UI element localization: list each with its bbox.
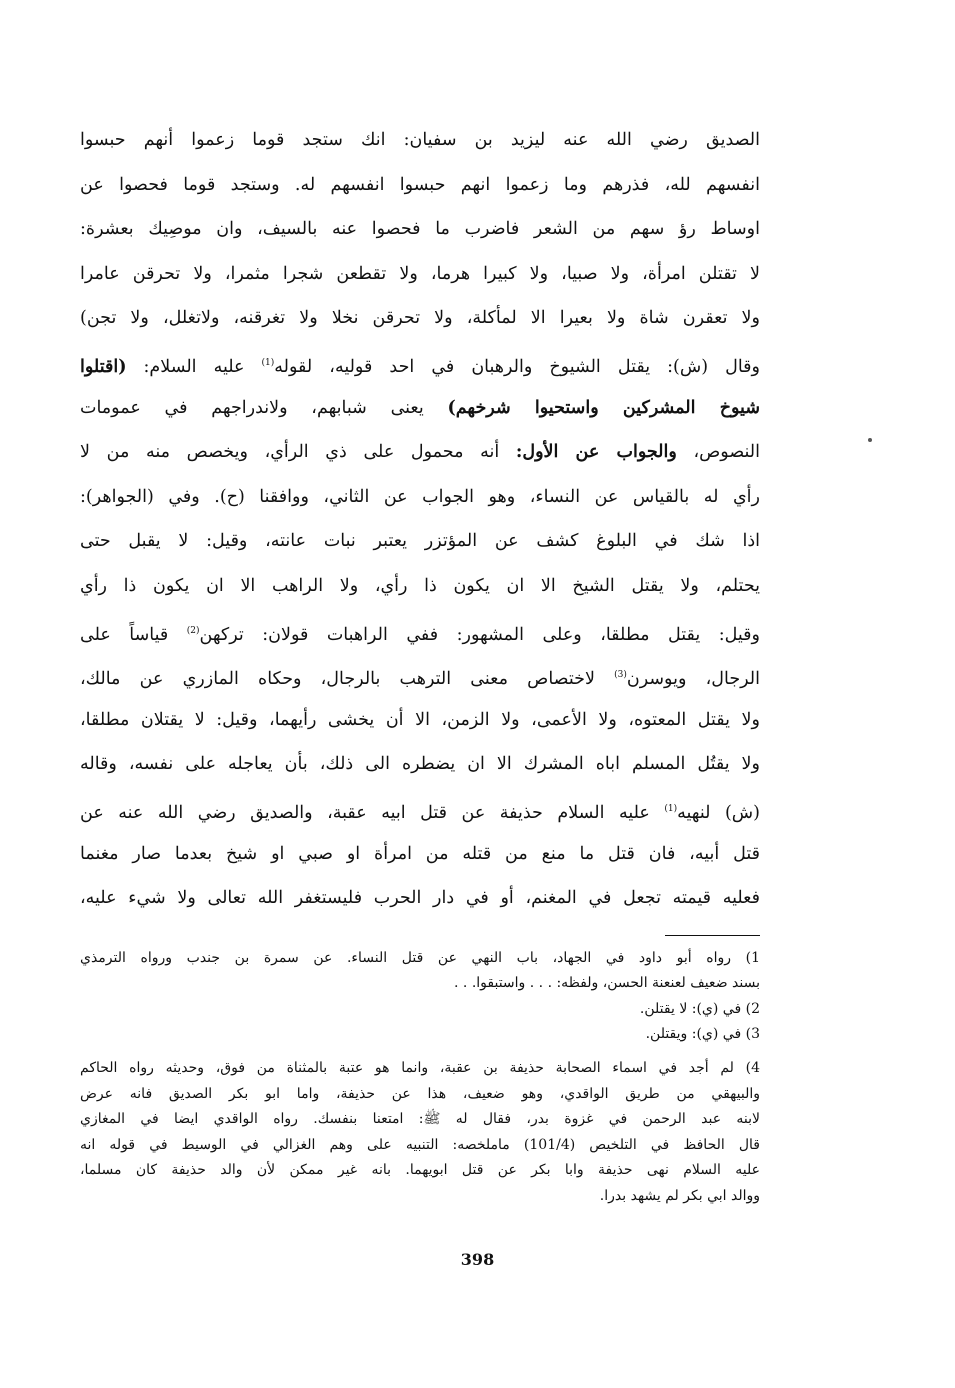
- footnote-line: ووالد ابي بكر لم يشهد بدرا.: [599, 1188, 760, 1205]
- body-line: [80, 341, 760, 386]
- text-run: أنه محمول على ذي الرأي، ويخصص منه من لا: [80, 442, 516, 463]
- body-line: [80, 876, 760, 921]
- bold-text: (اقتلوا: [80, 356, 127, 377]
- text-run: ولا يقتل المعتوه، ولا الأعمى، ولا الزمن، الا أن يخشى رأيهما، وقيل: لا يقتلان مطلقا،: [80, 709, 760, 730]
- text-run: عليه السلام حذيفة عن قتل ابيه عقبة، والصديق رضي الله عنه عن: [80, 802, 665, 823]
- footnote-marker: (2): [186, 625, 200, 636]
- text-run: يعنى شبابهم، ولاندراجهم في عمومات: [80, 397, 448, 418]
- body-line: [80, 564, 760, 609]
- text-run: الرجال، ويوسرن: [626, 668, 760, 689]
- page-content: [80, 118, 760, 1210]
- body-line: [80, 118, 760, 163]
- footnotes: [80, 946, 760, 1210]
- footnote-line: والبيهقي من طريق الواقدي، وهو ضعيف، هذا عن حذيفة، واما ابو بكر الصديق فانه عرض: [80, 1085, 760, 1102]
- footnote-line: 4) لم أجد في اسماء الصحابة حذيفة بن عقبة، وانما هو عتبة بالمثناة من فوق، وحديثه رواه الحاكم: [80, 1060, 760, 1077]
- body-line: [80, 832, 760, 877]
- text-run: لا تقتلن امرأة، ولا صبيا، ولا كبيرا هرما، ولا تقطعن شجرا مثمرا، ولا تحرقن عامرا: [80, 263, 760, 284]
- body-line: [80, 698, 760, 743]
- text-run: اذا شك في البلوغ كشف عن المؤتزر يعتبر نبات عانته، وقيل: لا يقبل حتى: [80, 531, 760, 552]
- page-number: 398: [460, 1250, 495, 1269]
- text-run: انفسهم لله، فذرهم وما زعموا انهم حبسوا انفسهم له. وستجد قوما فحصوا عن: [80, 174, 760, 195]
- footnote-line: 3) في (ي): ويقتلن.: [645, 1026, 760, 1043]
- footnote-line: 1) رواه أبو داود في الجهاد، باب النهي عن قتل النساء. عن سمرة بن جندب ورواه الترمذي: [80, 949, 760, 966]
- body-line: [80, 787, 760, 832]
- body-line: [80, 163, 760, 208]
- text-run: وقال (ش): يقتل الشيوخ والرهبان في احد قوليه، لقوله: [274, 356, 760, 377]
- scan-speck: [868, 438, 872, 442]
- body-line: [80, 386, 760, 431]
- text-run: ولا يقتُل المسلم اباه المشرك الا ان يضطره الى ذلك، بأن يعاجله على نفسه، وقاله: [80, 754, 760, 775]
- footnote-gap: [80, 1048, 760, 1056]
- text-run: قتل أبيه، فان قتل ما منع من قتله من امرأة او صبي او شيخ بعدما صار مغنما: [80, 843, 760, 864]
- text-run: لاختصاص معنى الترهب بالرجال، وحكاه المازري عن مالك،: [80, 668, 615, 689]
- text-run: اوساط رؤ سهم من الشعر فاضرب ما فحصوا عنه بالسيف، وان موصِيك بعشرة:: [80, 219, 760, 240]
- body-line: [80, 519, 760, 564]
- footnote-marker: (3): [614, 670, 627, 681]
- footnote-line: بسند ضعيف لعنعنة الحسن، ولفظه: . . . واستبقوا. . .: [454, 975, 760, 992]
- body-line: [80, 475, 760, 520]
- text-run: الصديق رضي الله عنه ليزيد بن سفيان: انك ستجد قوما زعموا أنهم حبسوا: [80, 130, 760, 150]
- bold-text: والجواب عن الأول:: [515, 442, 677, 463]
- text-run: رأي له بالقياس عن النساء، وهو الجواب عن الثاني، ووافقنا (ح). وفي (الجواهر):: [80, 486, 760, 507]
- body-line: [80, 653, 760, 698]
- footnote-separator: [665, 935, 760, 936]
- text-run: وقيل: يقتل مطلقا، وعلى المشهور: ففي الراهبات قولان: تركهن: [199, 624, 760, 645]
- footnote-line: 2) في (ي): لا يقتلن.: [639, 1000, 760, 1017]
- text-run: ولا تعقرن شاة ولا بعيرا الا لمأكلة، ولا تحرقن نخلا ولا تغرقنه، ولاتغلل، ولا تجن): [80, 308, 760, 329]
- body-text: [80, 118, 760, 921]
- text-run: قياساً على: [80, 624, 187, 645]
- footnote-marker: (1): [664, 803, 678, 814]
- body-line: [80, 207, 760, 252]
- text-run: النصوص،: [676, 442, 760, 463]
- text-run: يحتلم، ولا يقتل الشيخ الا ان يكون ذا رأي، ولا الراهب الا ان يكون ذا رأي: [80, 575, 760, 596]
- footnote-marker: (1): [261, 357, 275, 368]
- footnote-line: لابنه عبد الرحمن في غزوة بدر، فقال له ﷺ: امتعنا بنفسك. رواه الواقدي ايضا في المغازي: [80, 1111, 760, 1128]
- footnote-line: قال الحافظ في التلخيص (101/4) ماملخصه: التنبيه على وهم الغزالي في الوسيط في قوله انه: [80, 1136, 761, 1153]
- body-line: [80, 742, 760, 787]
- text-run: (ش) لنهيه: [677, 802, 760, 823]
- footnote-line: عليه السلام نهى حذيفة وابا بكر عن قتل ابويهما. بانه غير ممكن لأن والد حذيفة كان مسلما،: [80, 1162, 760, 1179]
- body-line: [80, 430, 760, 475]
- body-line: [80, 296, 760, 341]
- body-line: [80, 252, 760, 297]
- text-run: فعليه قيمته تجعل في المغنم، أو في دار الحرب فليستغفر الله تعالى ولا شيء عليه،: [80, 888, 760, 909]
- bold-text: شيوخ المشركين واستحيوا شرخهم): [447, 397, 760, 418]
- text-run: عليه السلام:: [126, 356, 262, 377]
- body-line: [80, 609, 760, 654]
